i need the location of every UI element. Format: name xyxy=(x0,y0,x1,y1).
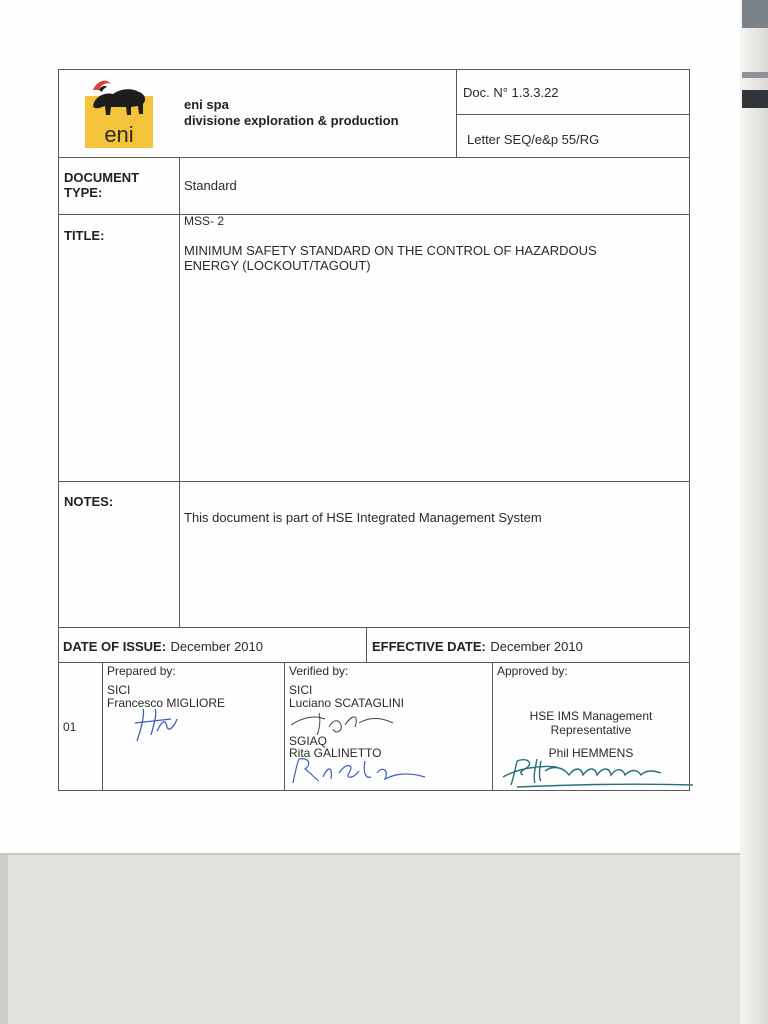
doc-number: Doc. N° 1.3.3.22 xyxy=(463,85,559,100)
issue-date-cell xyxy=(58,627,367,663)
verified-name-1: Luciano SCATAGLINI xyxy=(289,696,404,710)
prepared-name: Francesco MIGLIORE xyxy=(107,696,226,710)
scanner-clip-dark xyxy=(742,90,768,108)
page-edge-shadow xyxy=(0,853,740,855)
document-cover-table xyxy=(58,69,690,791)
notes-text: This document is part of HSE Integrated Management System xyxy=(184,510,542,525)
letter-reference: Letter SEQ/e&p 55/RG xyxy=(467,132,600,147)
approved-signature xyxy=(497,751,697,791)
effective-date-label: EFFECTIVE DATE: xyxy=(372,639,486,654)
verified-signature-2 xyxy=(289,753,439,787)
approved-role-line-2: Representative xyxy=(550,723,632,737)
title-value-cell xyxy=(179,214,690,482)
doctype-value-cell xyxy=(179,157,690,215)
title-code: MSS- 2 xyxy=(184,214,225,228)
header-company-cell xyxy=(58,69,457,158)
prepared-label: Prepared by: xyxy=(107,664,176,678)
notes-value-cell xyxy=(179,481,690,628)
notes-label: NOTES: xyxy=(64,494,114,509)
revision-number: 01 xyxy=(63,720,77,734)
doctype-value: Standard xyxy=(184,178,237,193)
scanner-clip-middle xyxy=(742,72,768,78)
verified-cell xyxy=(284,662,493,791)
approved-label: Approved by: xyxy=(497,664,568,678)
issue-date-value: December 2010 xyxy=(170,639,263,654)
eni-logo xyxy=(85,76,153,148)
prepared-cell xyxy=(102,662,285,791)
title-label: TITLE: xyxy=(64,228,105,243)
scanner-left-strip xyxy=(0,855,8,1024)
approved-name: Phil HEMMENS xyxy=(548,746,634,760)
verified-label: Verified by: xyxy=(289,664,349,678)
approved-role-line-1: HSE IMS Management xyxy=(529,709,653,723)
verified-unit-1: SICI xyxy=(289,683,313,697)
doc-number-cell xyxy=(456,69,690,115)
prepared-signature xyxy=(131,705,191,745)
effective-date-cell xyxy=(366,627,690,663)
scanner-clip-top xyxy=(742,0,768,28)
doctype-label: DOCUMENT TYPE: xyxy=(64,170,140,200)
company-name: eni spa xyxy=(184,97,229,112)
title-line-1: MINIMUM SAFETY STANDARD ON THE CONTROL OF HAZARDOUS xyxy=(184,243,597,258)
verified-name-2: Rita GALINETTO xyxy=(289,746,382,760)
revision-cell xyxy=(58,662,103,791)
effective-date-value: December 2010 xyxy=(490,639,583,654)
logo-wordmark: eni xyxy=(104,122,134,147)
verified-unit-2: SGIAQ xyxy=(289,734,328,748)
title-line-2: ENERGY (LOCKOUT/TAGOUT) xyxy=(184,258,371,273)
company-division: divisione exploration & production xyxy=(184,113,399,128)
issue-date-label: DATE OF ISSUE: xyxy=(63,639,167,654)
notes-label-cell xyxy=(58,481,180,628)
prepared-unit: SICI xyxy=(107,683,131,697)
approved-cell xyxy=(492,662,690,791)
doctype-label-cell xyxy=(58,157,180,215)
letter-ref-cell xyxy=(456,114,690,158)
scanner-edge xyxy=(740,0,768,1024)
title-label-cell xyxy=(58,214,180,482)
